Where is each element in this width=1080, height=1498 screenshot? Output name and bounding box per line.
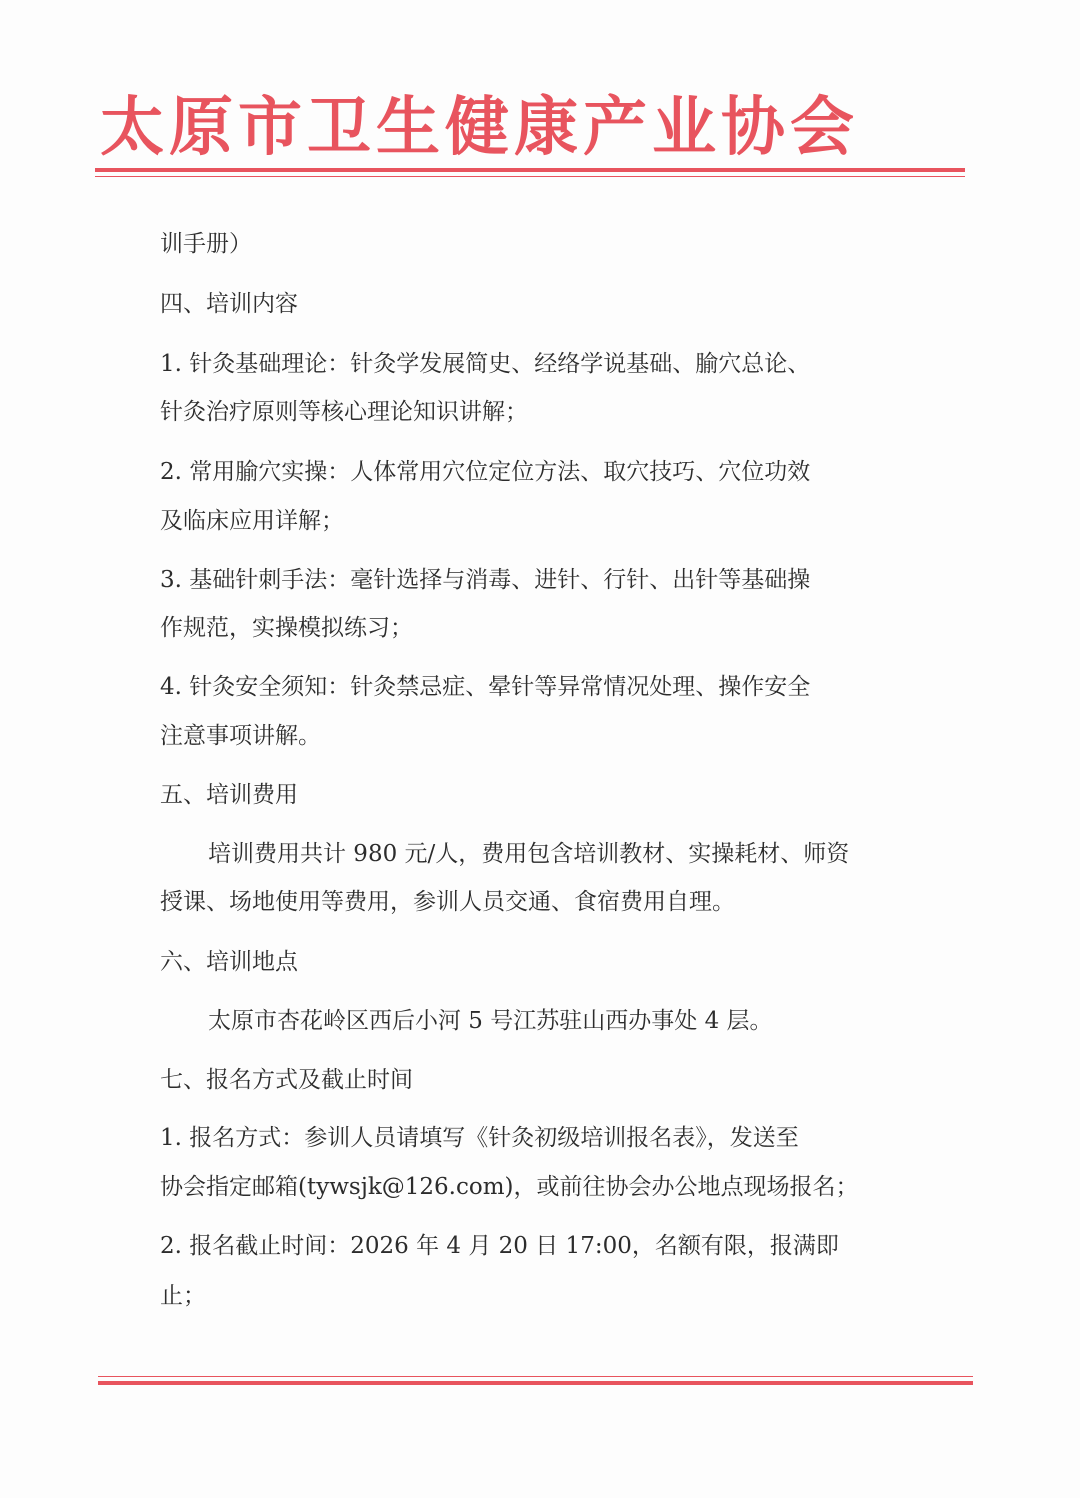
body-line: 及临床应用详解； (160, 508, 344, 534)
list-item: 3. 基础针刺手法：毫针选择与消毒、进针、行针、出针等基础操 (160, 567, 811, 593)
header-divider-thick (95, 168, 965, 172)
list-item: 4. 针灸安全须知：针灸禁忌症、晕针等异常情况处理、操作安全 (160, 674, 811, 700)
body-line: 太原市杏花岭区西后小河 5 号江苏驻山西办事处 4 层。 (208, 1008, 773, 1034)
header-divider-thin (95, 176, 965, 177)
section-heading: 七、报名方式及截止时间 (160, 1067, 413, 1093)
list-item: 1. 报名方式：参训人员请填写《针灸初级培训报名表》，发送至 (160, 1125, 799, 1151)
body-line: 作规范，实操模拟练习； (160, 615, 413, 641)
footer-divider-thick (98, 1381, 973, 1385)
section-heading: 五、培训费用 (160, 782, 298, 808)
letterhead-title: 太原市卫生健康产业协会 (100, 90, 859, 165)
section-heading: 四、培训内容 (160, 291, 298, 317)
section-heading: 六、培训地点 (160, 949, 298, 975)
body-line: 协会指定邮箱(tywsjk@126.com)，或前往协会办公地点现场报名； (160, 1174, 859, 1200)
body-line: 注意事项讲解。 (160, 723, 321, 749)
list-item: 1. 针灸基础理论：针灸学发展简史、经络学说基础、腧穴总论、 (160, 351, 811, 377)
footer-divider-thin (98, 1376, 973, 1377)
body-line: 授课、场地使用等费用，参训人员交通、食宿费用自理。 (160, 889, 735, 915)
body-line: 培训费用共计 980 元/人，费用包含培训教材、实操耗材、师资 (208, 841, 850, 867)
body-line: 针灸治疗原则等核心理论知识讲解； (160, 399, 528, 425)
body-line: 训手册） (160, 231, 252, 257)
list-item: 2. 报名截止时间：2026 年 4 月 20 日 17:00，名额有限，报满即 (160, 1233, 839, 1259)
list-item: 2. 常用腧穴实操：人体常用穴位定位方法、取穴技巧、穴位功效 (160, 459, 811, 485)
body-line: 止； (160, 1283, 206, 1309)
